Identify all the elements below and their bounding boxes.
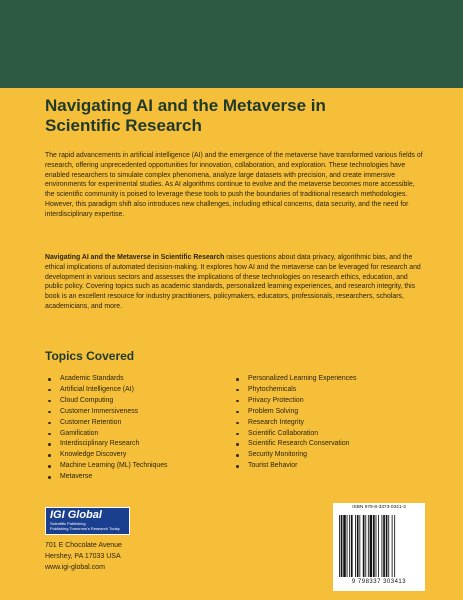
- topic-item: Gamification: [48, 429, 168, 440]
- isbn-label: ISBN 979-8-3373-0341-3: [352, 505, 406, 510]
- barcode-stripe: [347, 515, 348, 577]
- barcode-bars: [339, 515, 419, 577]
- barcode-stripe: [392, 515, 393, 577]
- topic-item: Customer Retention: [48, 418, 168, 429]
- paragraph-2-bold-title: Navigating AI and the Metaverse in Scientific Research: [45, 254, 225, 261]
- topic-item: Tourist Behavior: [236, 461, 356, 472]
- topic-item: Cloud Computing: [48, 396, 168, 407]
- isbn-barcode: [333, 503, 425, 591]
- barcode-stripe: [363, 515, 365, 577]
- topic-item: Privacy Protection: [236, 396, 356, 407]
- logo-main-text: IGI Global: [50, 509, 102, 521]
- topic-item: Security Monitoring: [236, 450, 356, 461]
- barcode-stripe: [341, 515, 343, 577]
- barcode-stripe: [365, 515, 366, 577]
- description-paragraph-1: The rapid advancements in artificial intelligence (AI) and the emergence of the metaverse have transformed various fields of research, offering unprecedented opportunities for innovation, collaboration, and exploration. These technologies have enabled researchers to simulate complex phenomena, analyze large datasets with precision, and create immersive environments for experimental studies. As AI algorithms continue to evolve and the metaverse becomes more accessible, the scientific community is poised to leverage these tools to push the boundaries of traditional research methodologies. However, this paradigm shift also introduces new challenges, including ethical concerns, data security, and the need for interdisciplinary expertise.: [45, 152, 423, 218]
- topic-item: Research Integrity: [236, 418, 356, 429]
- paragraph-2-body: raises questions about data privacy, algorithmic bias, and the ethical implications of automated decision-making. It explores how AI and the metaverse can be leveraged for research and development in various sectors and assesses the implications of these technologies on research ethics, education, and public policy. Covering topics such as academic standards, personalized learning experiences, and research integrity, this book is an excellent resource for industry practitioners, policymakers, educators, professionals, researchers, scholars, academicians, and more.: [45, 254, 421, 310]
- topic-item: Interdisciplinary Research: [48, 439, 168, 450]
- description-paragraph-2: [45, 253, 425, 312]
- barcode-stripe: [343, 515, 346, 577]
- publisher-website: www.igi-global.com: [45, 564, 105, 571]
- barcode-stripe: [351, 515, 353, 577]
- topic-item: Scientific Research Conservation: [236, 439, 356, 450]
- topic-item: Personalized Learning Experiences: [236, 374, 356, 385]
- barcode-stripe: [373, 515, 375, 577]
- topics-list-right: [236, 374, 356, 472]
- topics-heading: Topics Covered: [45, 349, 135, 363]
- topic-item: Problem Solving: [236, 407, 356, 418]
- barcode-stripe: [388, 515, 389, 577]
- logo-subtitle: Scientific Publishing: [50, 521, 86, 526]
- barcode-stripe: [359, 515, 360, 577]
- barcode-stripe: [339, 515, 340, 577]
- topic-item: Knowledge Discovery: [48, 450, 168, 461]
- barcode-stripe: [383, 515, 385, 577]
- book-title: Navigating AI and the Metaverse in Scientific Research: [45, 96, 326, 135]
- barcode-stripe: [394, 515, 395, 577]
- barcode-stripe: [370, 515, 373, 577]
- publisher-logo: [45, 507, 130, 535]
- cover-top-band: [0, 0, 463, 88]
- topic-item: Machine Learning (ML) Techniques: [48, 461, 168, 472]
- barcode-stripe: [357, 515, 359, 577]
- barcode-stripe: [368, 515, 369, 577]
- barcode-stripe: [378, 515, 379, 577]
- topic-item: Academic Standards: [48, 374, 168, 385]
- topic-item: Customer Immersiveness: [48, 407, 168, 418]
- barcode-stripe: [355, 515, 356, 577]
- address-city: Hershey, PA 17033 USA: [45, 553, 121, 560]
- barcode-number: 9 798337 303413: [351, 579, 407, 585]
- address-street: 701 E Chocolate Avenue: [45, 542, 122, 549]
- topic-item: Artificial Intelligence (AI): [48, 385, 168, 396]
- barcode-stripe: [349, 515, 350, 577]
- barcode-stripe: [376, 515, 377, 577]
- barcode-stripe: [386, 515, 388, 577]
- publisher-address: [45, 540, 122, 573]
- topics-list-left: [48, 374, 168, 483]
- topic-item: Phytochemicals: [236, 385, 356, 396]
- topic-item: Metaverse: [48, 472, 168, 483]
- logo-tagline: Publishing Tomorrow's Research Today: [50, 526, 120, 531]
- topic-item: Scientific Collaboration: [236, 429, 356, 440]
- barcode-stripe: [382, 515, 383, 577]
